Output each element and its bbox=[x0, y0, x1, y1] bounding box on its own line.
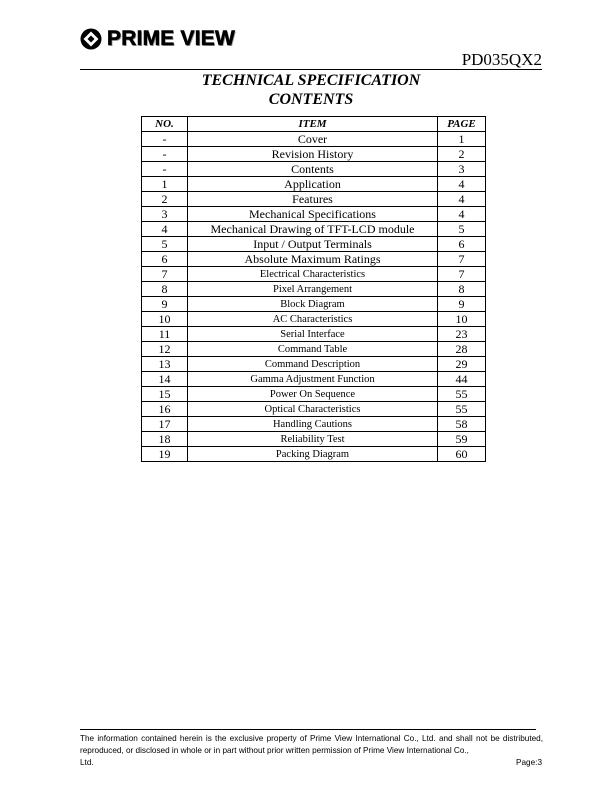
cell-no: - bbox=[142, 147, 188, 162]
cell-page: 23 bbox=[438, 327, 486, 342]
table-row bbox=[142, 177, 486, 192]
diamond-logo-icon bbox=[80, 28, 102, 50]
table-row bbox=[142, 192, 486, 207]
cell-item: Handling Cautions bbox=[188, 417, 438, 432]
table-row bbox=[142, 297, 486, 312]
table-header-row bbox=[142, 117, 486, 132]
cell-item: Block Diagram bbox=[188, 297, 438, 312]
cell-no: 15 bbox=[142, 387, 188, 402]
cell-page: 2 bbox=[438, 147, 486, 162]
cell-no: 17 bbox=[142, 417, 188, 432]
cell-page: 5 bbox=[438, 222, 486, 237]
confidentiality-notice: The information contained herein is the exclusive property of Prime View International Co., Ltd. and shall not be distributed, reproduced, or disclosed in whole or in part without prior written permission of Prime View International Co., bbox=[80, 734, 543, 755]
page-number: Page:3 bbox=[516, 758, 542, 767]
cell-item: Absolute Maximum Ratings bbox=[188, 252, 438, 267]
cell-item: Command Table bbox=[188, 342, 438, 357]
table-row bbox=[142, 402, 486, 417]
cell-no: 10 bbox=[142, 312, 188, 327]
table-row bbox=[142, 342, 486, 357]
cell-no: 3 bbox=[142, 207, 188, 222]
cell-item: Optical Characteristics bbox=[188, 402, 438, 417]
cell-no: 16 bbox=[142, 402, 188, 417]
table-row bbox=[142, 222, 486, 237]
table-row bbox=[142, 327, 486, 342]
cell-page: 10 bbox=[438, 312, 486, 327]
table-row bbox=[142, 447, 486, 462]
cell-page: 7 bbox=[438, 267, 486, 282]
cell-item: Contents bbox=[188, 162, 438, 177]
cell-no: 5 bbox=[142, 237, 188, 252]
cell-no: 14 bbox=[142, 372, 188, 387]
cell-page: 8 bbox=[438, 282, 486, 297]
cell-item: Serial Interface bbox=[188, 327, 438, 342]
cell-page: 55 bbox=[438, 387, 486, 402]
cell-page: 1 bbox=[438, 132, 486, 147]
logo-text: PRIME VIEW bbox=[107, 27, 236, 50]
cell-page: 4 bbox=[438, 192, 486, 207]
cell-page: 55 bbox=[438, 402, 486, 417]
header-divider bbox=[80, 69, 542, 70]
table-row bbox=[142, 357, 486, 372]
cell-page: 6 bbox=[438, 237, 486, 252]
cell-no: 19 bbox=[142, 447, 188, 462]
footer-divider bbox=[80, 729, 536, 730]
cell-no: - bbox=[142, 132, 188, 147]
cell-item: Application bbox=[188, 177, 438, 192]
cell-item: Mechanical Drawing of TFT-LCD module bbox=[188, 222, 438, 237]
cell-page: 59 bbox=[438, 432, 486, 447]
table-row bbox=[142, 432, 486, 447]
page-subtitle: CONTENTS bbox=[268, 91, 354, 108]
table-row bbox=[142, 162, 486, 177]
cell-no: 4 bbox=[142, 222, 188, 237]
cell-page: 60 bbox=[438, 447, 486, 462]
cell-item: Cover bbox=[188, 132, 438, 147]
cell-page: 58 bbox=[438, 417, 486, 432]
confidentiality-notice-end: Ltd. bbox=[80, 758, 94, 767]
cell-page: 3 bbox=[438, 162, 486, 177]
cell-page: 44 bbox=[438, 372, 486, 387]
page-title: TECHNICAL SPECIFICATION bbox=[201, 72, 421, 89]
cell-page: 4 bbox=[438, 177, 486, 192]
cell-item: Electrical Characteristics bbox=[188, 267, 438, 282]
table-row bbox=[142, 267, 486, 282]
cell-item: Power On Sequence bbox=[188, 387, 438, 402]
cell-item: Reliability Test bbox=[188, 432, 438, 447]
cell-no: 8 bbox=[142, 282, 188, 297]
cell-page: 9 bbox=[438, 297, 486, 312]
cell-item: Features bbox=[188, 192, 438, 207]
cell-item: Packing Diagram bbox=[188, 447, 438, 462]
company-logo bbox=[80, 27, 235, 51]
table-row bbox=[142, 372, 486, 387]
table-row bbox=[142, 282, 486, 297]
cell-page: 29 bbox=[438, 357, 486, 372]
contents-table bbox=[141, 116, 486, 462]
cell-page: 4 bbox=[438, 207, 486, 222]
cell-item: Mechanical Specifications bbox=[188, 207, 438, 222]
cell-no: 7 bbox=[142, 267, 188, 282]
cell-no: 1 bbox=[142, 177, 188, 192]
cell-no: - bbox=[142, 162, 188, 177]
table-row bbox=[142, 312, 486, 327]
table-row bbox=[142, 387, 486, 402]
table-row bbox=[142, 147, 486, 162]
cell-no: 2 bbox=[142, 192, 188, 207]
document-id: PD035QX2 bbox=[461, 50, 542, 69]
cell-item: Gamma Adjustment Function bbox=[188, 372, 438, 387]
cell-item: AC Characteristics bbox=[188, 312, 438, 327]
column-header-page: PAGE bbox=[438, 117, 486, 132]
table-row bbox=[142, 252, 486, 267]
cell-page: 7 bbox=[438, 252, 486, 267]
cell-no: 18 bbox=[142, 432, 188, 447]
table-row bbox=[142, 132, 486, 147]
column-header-no: NO. bbox=[142, 117, 188, 132]
cell-no: 12 bbox=[142, 342, 188, 357]
column-header-item: ITEM bbox=[188, 117, 438, 132]
table-row bbox=[142, 207, 486, 222]
cell-no: 9 bbox=[142, 297, 188, 312]
cell-item: Input / Output Terminals bbox=[188, 237, 438, 252]
cell-no: 11 bbox=[142, 327, 188, 342]
cell-item: Command Description bbox=[188, 357, 438, 372]
cell-no: 13 bbox=[142, 357, 188, 372]
cell-no: 6 bbox=[142, 252, 188, 267]
cell-item: Pixel Arrangement bbox=[188, 282, 438, 297]
table-row bbox=[142, 417, 486, 432]
cell-page: 28 bbox=[438, 342, 486, 357]
table-row bbox=[142, 237, 486, 252]
cell-item: Revision History bbox=[188, 147, 438, 162]
